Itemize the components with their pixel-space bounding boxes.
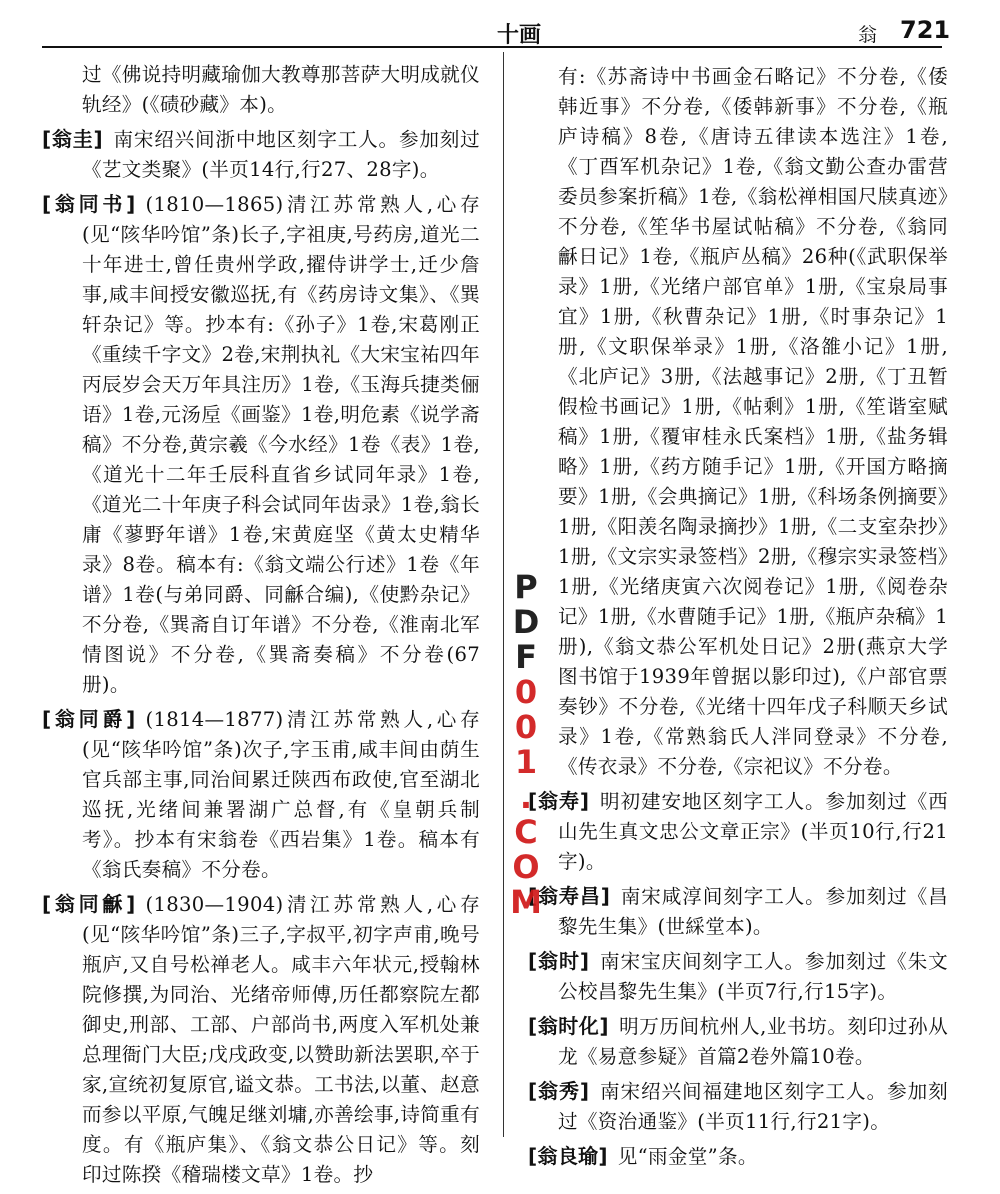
entry-text: 南宋咸淳间刻字工人。参加刻过《昌黎先生集》(世綵堂本)。 bbox=[558, 885, 948, 938]
dictionary-entry bbox=[528, 946, 948, 1007]
column-divider bbox=[503, 52, 504, 1137]
dictionary-entry bbox=[42, 704, 480, 885]
dictionary-entry bbox=[42, 189, 480, 700]
dictionary-entry bbox=[528, 881, 948, 942]
entry-headword: [翁同龢] bbox=[42, 892, 136, 916]
dictionary-entry bbox=[528, 1011, 948, 1072]
entry-headword: [翁圭] bbox=[42, 127, 103, 151]
page-header bbox=[42, 16, 951, 48]
continuation-text: 有:《苏斋诗中书画金石略记》不分卷,《倭韩近事》不分卷,《倭韩新事》不分卷,《瓶庐诗稿》8卷,《唐诗五律读本选注》1卷,《丁酉军机杂记》1卷,《翁文勤公查办雷营委员参案折稿》1卷,《翁松禅相国尺牍真迹》不分卷,《笙华书屋试帖稿》不分卷,《翁同龢日记》1卷,《瓶庐丛稿》26种(《武职保举录》1册,《光绪户部官单》1册,《宝泉局事宜》1册,《秋曹杂记》1册,《时事杂记》1册,《文职保举录》1册,《洛雒小记》1册,《北庐记》3册,《法越事记》2册,《丁丑暂假检书画记》1册,《帖剩》1册,《笙谐室赋稿》1册,《覆审桂永氏案档》1册,《盐务辑略》1册,《药方随手记》1册,《开国方略摘要》1册,《会典摘记》1册,《科场条例摘要》1册,《阳羡名陶录摘抄》1册,《二支室杂抄》1册,《文宗实录签档》2册,《穆宗实录签档》1册,《光绪庚寅六次阅卷记》1册,《阅卷杂记》1册,《水曹随手记》1册,《瓶庐杂稿》1册),《翁文恭公军机处日记》2册(燕京大学图书馆于1939年曾据以影印过),《户部官票奏钞》不分卷,《光绪十四年戊子科顺天乡试录》1卷,《常熟翁氏人泮同登录》不分卷,《传衣录》不分卷,《宗祀议》不分卷。 bbox=[558, 65, 948, 778]
section-title: 十画 bbox=[497, 22, 542, 48]
right-column bbox=[528, 62, 948, 1176]
entry-text: (1830—1904)清江苏常熟人,心存(见“陔华吟馆”条)三子,字叔平,初字声甫,晚号瓶庐,又自号松禅老人。咸丰六年状元,授翰林院修撰,为同治、光绪帝师傅,历任都察院左都御史,刑部、工部、户部尚书,两度入军机处兼总理衙门大臣;戊戌政变,以赞助新法罢职,卒于家,宣统初复原官,谥文恭。工书法,以董、赵意而参以平原,气魄足继刘墉,亦善绘事,诗简重有度。有《瓶庐集》、《翁文恭公日记》等。刻印过陈揆《稽瑞楼文草》1卷。抄 bbox=[82, 893, 480, 1186]
entry-headword: [翁同爵] bbox=[42, 707, 136, 731]
entry-text: 南宋绍兴间浙中地区刻字工人。参加刻过《艺文类聚》(半页14行,行27、28字)。 bbox=[82, 128, 481, 181]
dictionary-entry bbox=[528, 1076, 948, 1137]
dictionary-entry bbox=[42, 124, 480, 185]
entry-headword: [翁时化] bbox=[528, 1014, 609, 1038]
entry-text: 明初建安地区刻字工人。参加刻过《西山先生真文忠公文章正宗》(半页10行,行21字)。 bbox=[558, 790, 948, 873]
page-number: 721 bbox=[900, 16, 951, 44]
entry-headword: [翁寿] bbox=[528, 789, 590, 813]
left-column bbox=[42, 60, 480, 1194]
entry-text: (1814—1877)清江苏常熟人,心存(见“陔华吟馆”条)次子,字玉甫,咸丰间由荫生官兵部主事,同治间累迁陕西布政使,官至湖北巡抚,光绪间兼署湖广总督,有《皇朝兵制考》。抄本有宋翁卷《西岩集》1卷。稿本有《翁氏奏稿》不分卷。 bbox=[82, 708, 480, 881]
continuation-text: 过《佛说持明藏瑜伽大教尊那菩萨大明成就仪轨经》(《碛砂藏》本)。 bbox=[82, 63, 480, 116]
entry-text: 见“雨金堂”条。 bbox=[617, 1145, 758, 1168]
running-headword: 翁 bbox=[858, 24, 878, 46]
entry-headword: [翁良瑜] bbox=[528, 1144, 608, 1168]
watermark-text-red: 001.COM bbox=[507, 673, 545, 918]
watermark bbox=[507, 568, 545, 918]
entry-headword: [翁时] bbox=[528, 949, 590, 973]
dictionary-entry bbox=[528, 786, 948, 877]
entry-text: 南宋宝庆间刻字工人。参加刻过《朱文公校昌黎先生集》(半页7行,行15字)。 bbox=[558, 950, 948, 1003]
entry-text: (1810—1865)清江苏常熟人,心存(见“陔华吟馆”条)长子,字祖庚,号药房,道光二十年进士,曾任贵州学政,擢侍讲学士,迁少詹事,咸丰间授安徽巡抚,有《药房诗文集》、《巽轩杂记》等。抄本有:《孙子》1卷,宋葛刚正《重续千字文》2卷,宋荆执礼《大宋宝祐四年丙辰岁会天万年具注历》1卷,《玉海兵捷类俪语》1卷,元汤垕《画鉴》1卷,明危素《说学斋稿》不分卷,黄宗羲《今水经》1卷《表》1卷,《道光十二年壬辰科直省乡试同年录》1卷,《道光二十年庚子科会试同年齿录》1卷,翁长庸《蓼野年谱》1卷,宋黄庭坚《黄太史精华录》8卷。稿本有:《翁文端公行述》1卷《年谱》1卷(与弟同爵、同龢合编),《使黔杂记》不分卷,《巽斋自订年谱》不分卷,《淮南北军情图说》不分卷,《巽斋奏稿》不分卷(67册)。 bbox=[82, 193, 480, 696]
watermark-text-black: PDF bbox=[507, 568, 545, 673]
header-rule bbox=[42, 46, 942, 48]
entry-headword: [翁秀] bbox=[528, 1079, 590, 1103]
entry-text: 明万历间杭州人,业书坊。刻印过孙从龙《易意参疑》首篇2卷外篇10卷。 bbox=[558, 1015, 949, 1068]
dictionary-entry bbox=[42, 889, 480, 1190]
entry-headword: [翁寿昌] bbox=[528, 884, 611, 908]
entry-text: 南宋绍兴间福建地区刻字工人。参加刻过《资治通鉴》(半页11行,行21字)。 bbox=[558, 1080, 948, 1133]
entry-headword: [翁同书] bbox=[42, 192, 136, 216]
dictionary-entry bbox=[528, 1141, 948, 1172]
